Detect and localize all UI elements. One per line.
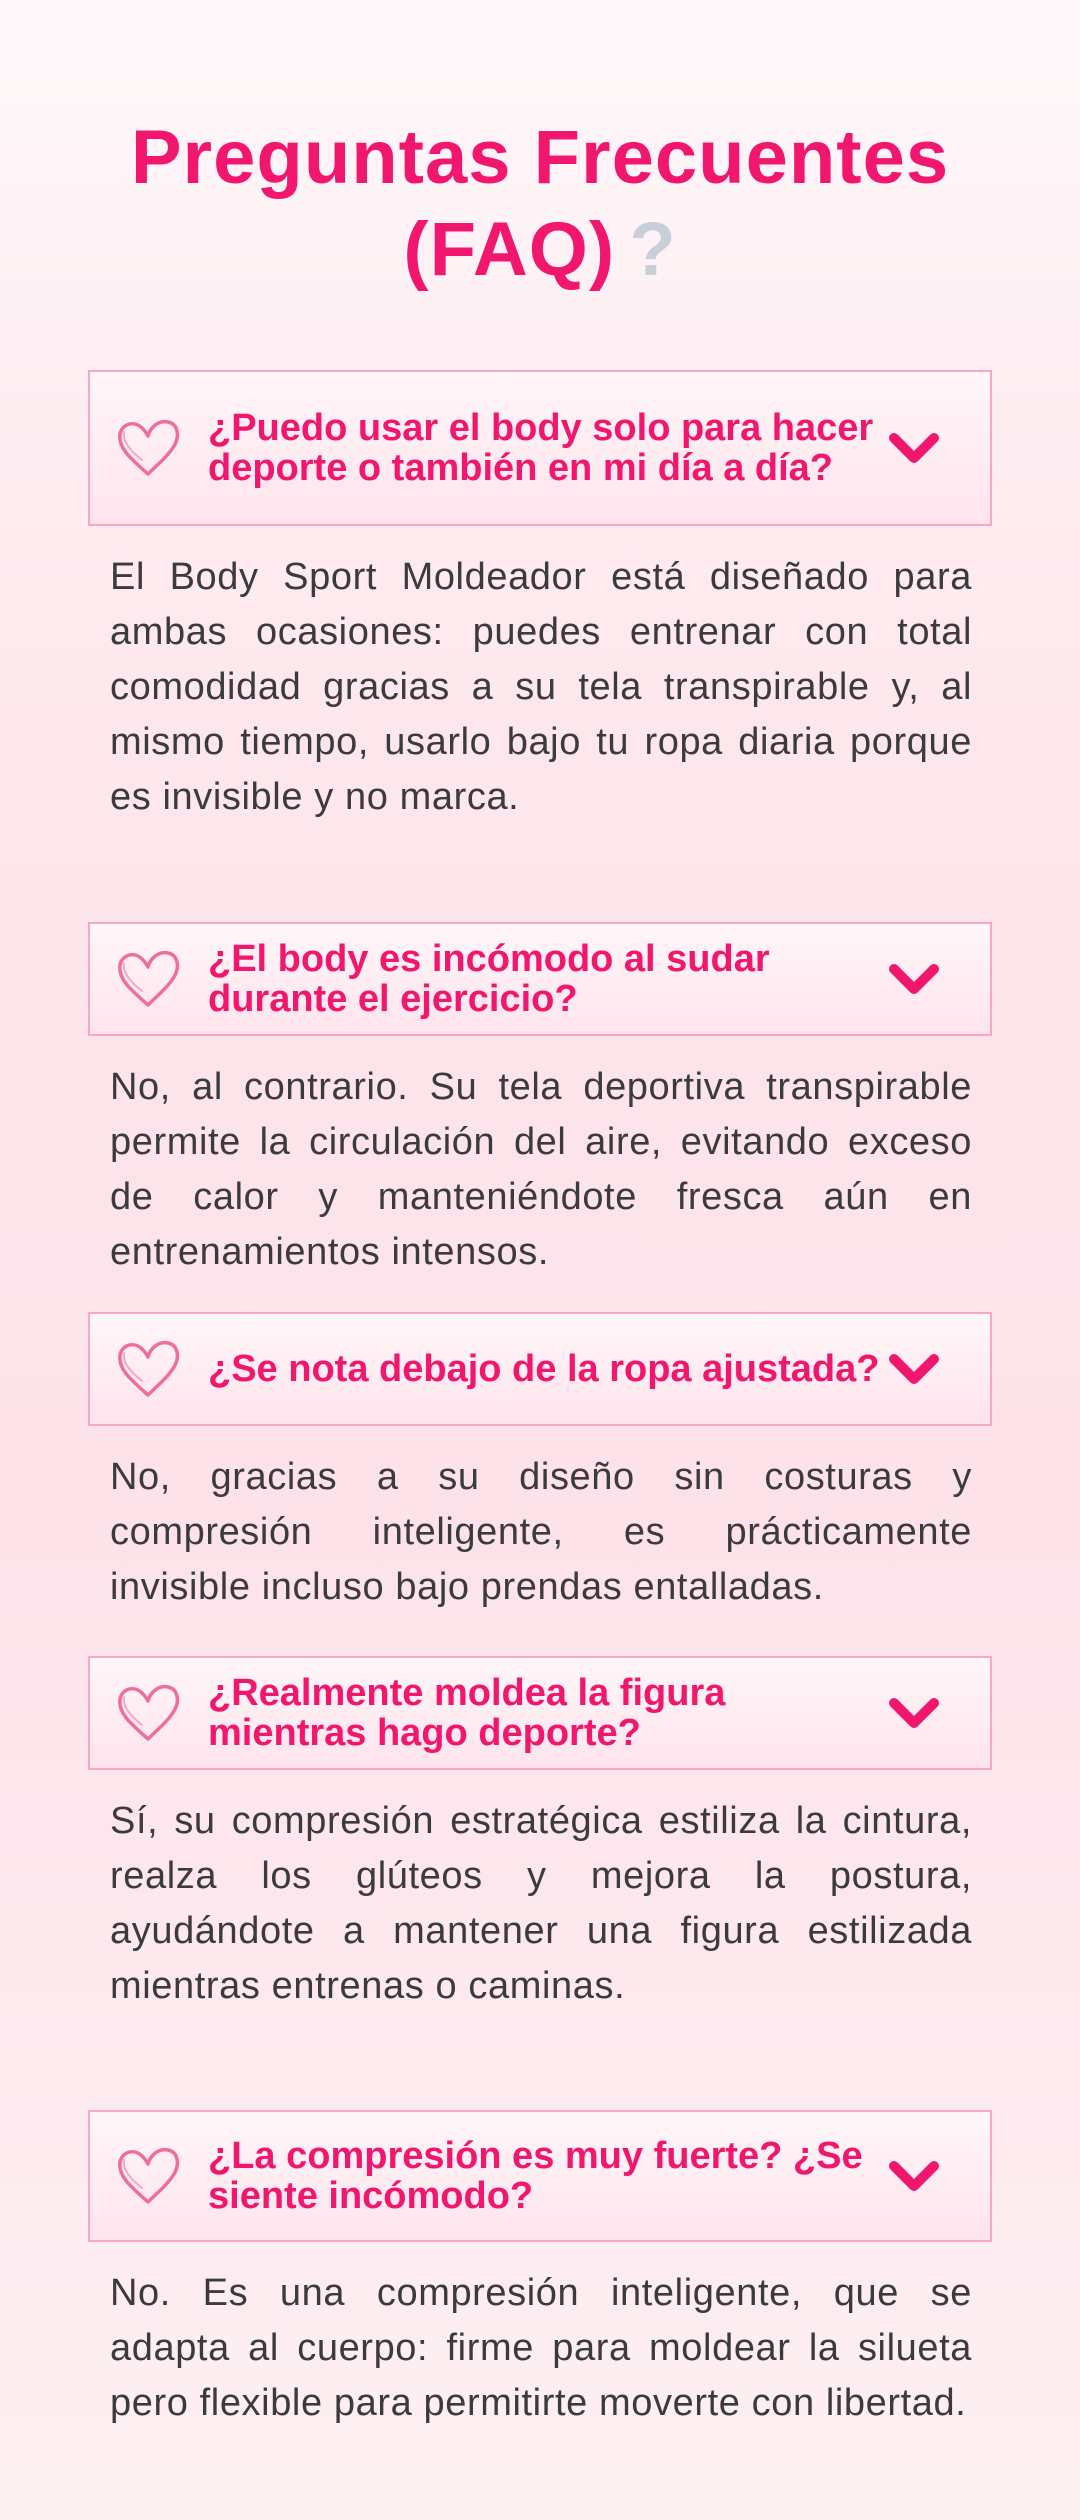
title-line-2: (FAQ) [403, 207, 616, 292]
faq-answer: No. Es una compresión inteligente, que se adapta al cuerpo: firme para moldear la silueta pero flexible para permitirte moverte con libertad. [110, 2272, 972, 2424]
heart-icon [112, 943, 184, 1015]
chevron-down-icon[interactable] [886, 1693, 942, 1733]
faq-question-button[interactable] [88, 2110, 992, 2242]
heart-icon [112, 412, 184, 484]
faq-question-button[interactable] [88, 370, 992, 526]
faq-question-button[interactable] [88, 922, 992, 1036]
faq-answer: No, al contrario. Su tela deportiva transpirable permite la circulación del aire, evitando exceso de calor y manteniéndote fresca aún en entrenamientos intensos. [110, 1066, 972, 1273]
faq-answer: El Body Sport Moldeador está diseñado para ambas ocasiones: puedes entrenar con total comodidad gracias a su tela transpirable y, al mismo tiempo, usarlo bajo tu ropa diaria porque es invisible y no marca. [110, 556, 972, 818]
faq-question-text: ¿Se nota debajo de la ropa ajustada? [208, 1348, 880, 1390]
page-title [0, 112, 1080, 296]
chevron-down-icon[interactable] [886, 2156, 942, 2196]
faq-item [88, 1656, 992, 2014]
heart-icon [112, 1333, 184, 1405]
faq-item [88, 1312, 992, 1615]
heart-icon [112, 1677, 184, 1749]
heart-icon [112, 2140, 184, 2212]
faq-answer: Sí, su compresión estratégica estiliza la cintura, realza los glúteos y mejora la postura, ayudándote a mantener una figura estilizada mientras entrenas o caminas. [110, 1800, 972, 2007]
faq-item [88, 370, 992, 825]
faq-answer: No, gracias a su diseño sin costuras y compresión inteligente, es prácticamente invisible incluso bajo prendas entalladas. [110, 1456, 972, 1608]
question-mark-icon: ? [629, 207, 677, 292]
title-line-1: Preguntas Frecuentes [130, 115, 950, 200]
faq-question-text: ¿Realmente moldea la figura mientras hago deporte? [208, 1672, 726, 1754]
faq-question-text: ¿La compresión es muy fuerte? ¿Se siente incómodo? [208, 2135, 863, 2217]
chevron-down-icon[interactable] [886, 1349, 942, 1389]
faq-question-button[interactable] [88, 1312, 992, 1426]
chevron-down-icon[interactable] [886, 959, 942, 999]
faq-item [88, 2110, 992, 2431]
faq-item [88, 922, 992, 1280]
chevron-down-icon[interactable] [886, 428, 942, 468]
faq-question-text: ¿El body es incómodo al sudar durante el ejercicio? [208, 938, 770, 1020]
faq-question-button[interactable] [88, 1656, 992, 1770]
faq-question-text: ¿Puedo usar el body solo para hacer deporte o también en mi día a día? [208, 407, 874, 489]
